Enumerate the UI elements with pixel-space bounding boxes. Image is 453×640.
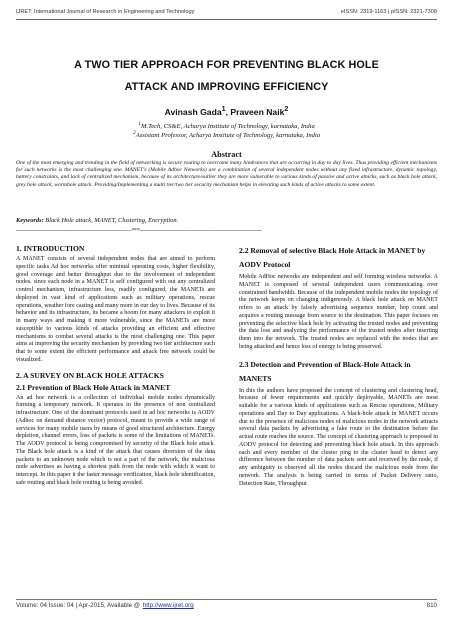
page-number: 810: [426, 602, 437, 609]
author-list: [0, 105, 453, 117]
journal-url-link[interactable]: http://www.ijret.org: [142, 602, 194, 609]
paragraph-introduction: A MANET consists of several independent nodes that are aimed to perform specific tasks Ad hoc networks offer minimal operating costs, higher flexibility, good coverage and better throughput due to the involvement of independent nodes. since each node in a MANET is self configured with out any centralized control mechanism, infrastructure less, readily configured, the MANETs are deployed in vast kind of applications such as military operations, rescue operations, weather fore casting and many more in our day to lives. Because of its behavior and its infrastructure, its became a boom for many attackers to exploit it in many ways and making it more vulnerable, since the MANETs are more susceptible to various kinds of attacks providing an efficient and effective mechanisms to combat several attacks is the most challenging one. This paper aims at improving the security mechanism by providing two tier architecture such that to some extent the efficient performance and attack free network could be visualized.: [16, 256, 215, 363]
keywords-text: Black Hole attack, MANET, Clustering, Encryption.: [43, 217, 179, 224]
paragraph-2-1: An ad hoc network is a collection of individual mobile nodes dynamically forming a temporary network. It operates in the presence of non centralized infrastructure. One of the dominant protocols used in ad hoc networks is AODV (Adhoc on demand distance vector) protocol, meant to provide a wide range of services for many mobile users by means of good structured architecture. Energy depletion, channel errors, loss of packets is some of the limitations of MANETs. The AODV protocol is being compromised by security of the Black hole attack. The Black hole attack is a kind of the attack that causes diversion of the data packets to an unknown node which is not a part of the network, the malicious node advertises as having a shortest path from the node with which it want to intercept. In this paper it the faster message verification, black hole identification, safe routing and black hole routing is being avoided.: [16, 394, 215, 486]
left-column: [16, 244, 215, 494]
keywords-label: Keywords:: [16, 217, 44, 224]
heading-2-2: 2.2 Removal of selective Black Hole Attack in MANET by AODV Protocol: [239, 246, 426, 269]
heading-survey: 2. A SURVEY ON BLACK HOLE ATTACKS: [16, 370, 164, 380]
footer-rule: [16, 599, 437, 600]
paper-title: [40, 54, 413, 98]
author-1-sup: 1: [221, 105, 226, 113]
affiliation-1-sup: 1: [138, 121, 141, 127]
affiliation-1-text: M.Tech, CS&E, Acharya Institute of Technology, karnataka, India: [141, 123, 315, 131]
author-2-sup: 2: [284, 105, 289, 113]
affiliation-2-sup: 2: [132, 130, 136, 136]
affiliation-2: [0, 130, 453, 139]
page-footer: [16, 602, 437, 609]
keywords: [16, 217, 437, 224]
affiliation-1: [0, 121, 453, 130]
abstract-text: One of the most emerging and trending in the field of networking is secure routing to overcome many hindrances that are occurring in day to day lives. Thus providing efficient mechanisms for such networks is the most challenging one. MANET's (Mobile Adhoc Networks) are a combination of several independent nodes without any fixed infrastructure, dynamic topology, battery constraints, and lack of centralized mechanism, because of its architecture/outlier they are more vulnerable to various kinds of passive and active attacks, such as black hole attack, grey hole attack, wormhole attack. Providing/Implementing a multi tier/two tier security mechanism helps in elevating such kinds of active attacks to some extent.: [16, 160, 437, 188]
affiliation-2-text: Assistant Professor, Acharya Institute of Technology, karnataka, India: [135, 132, 321, 140]
title-line-1: A TWO TIER APPROACH FOR PREVENTING BLACK HOLE: [74, 59, 379, 71]
header-rule: [16, 19, 437, 20]
title-line-2: ATTACK AND IMPROVING EFFICIENCY: [124, 81, 329, 93]
author-2: Praveen Naik: [230, 106, 285, 117]
abstract-heading: Abstract: [211, 150, 242, 159]
section-separator: --------------------------------------------------------------------***------------------------------------------------------------------------: [16, 228, 262, 234]
author-1: Avinash Gada: [164, 106, 222, 117]
running-header: [16, 6, 437, 18]
heading-2-3: 2.3 Detection and Prevention of Black-Hole Attack in MANETS: [239, 359, 411, 383]
issn: eISSN: 2319-1163 | pISSN: 2321-7308: [340, 9, 437, 15]
heading-introduction: 1. INTRODUCTION: [16, 244, 85, 253]
right-column: [239, 244, 438, 494]
paragraph-2-3: In this the authors have proposed the concept of clustering and clustering head, because of fewer requirements and quickly deployable, MANETs are most suitable for a various kinds of applications such as Rescue operations, Military operations and Day to Day applications. A black-hole attack in MANET occurs due to the presence of malicious nodes of malicious nodes in the network attracts several data packets by advertising a fake route to the destination before the actual route reaches the source. The concept of clustering approach is proposed in AODV protocol for detecting and preventing black hole attack. In this approach each and every member of the cluster ping to the cluster head to detect any difference between the number of data packets sent and received by the node, if any ambiguity is observed all the nodes discard the malicious node from the network. The analysis is being carried in terms of Packet Delivery ratio, Detection Rate, Throughput: [239, 387, 438, 487]
footer-volume: [16, 602, 195, 609]
paragraph-2-2: Mobile AdHoc networks are independent and self forming wireless networks. A MANET is composed of several independent users communicating over constrained bandwidth. Because of the independent mobile nodes the topology of the network keeps on changing indigenously. A black hole attack on MANET refers to an attack by falsely advertising sequence number, hop count and acquires a routing message from source to the destination. This paper focuses on preventing the selective black hole by activating the trusted nodes and preventing the data loss and analyzing the performance of the trusted nodes after inserting them into the network. The trusted nodes are replaced with the nodes that are being attacked and hence loss of energy is being preserved.: [239, 274, 438, 350]
heading-2-1: 2.1 Prevention of Black Hole Attack in MANET: [16, 382, 171, 392]
author-separator: ,: [225, 106, 231, 117]
journal-name: IJRET: International Journal of Research in Engineering and Technology: [16, 9, 195, 15]
footer-volume-text: Volume: 04 Issue: 04 | Apr-2015, Available @: [16, 602, 142, 609]
